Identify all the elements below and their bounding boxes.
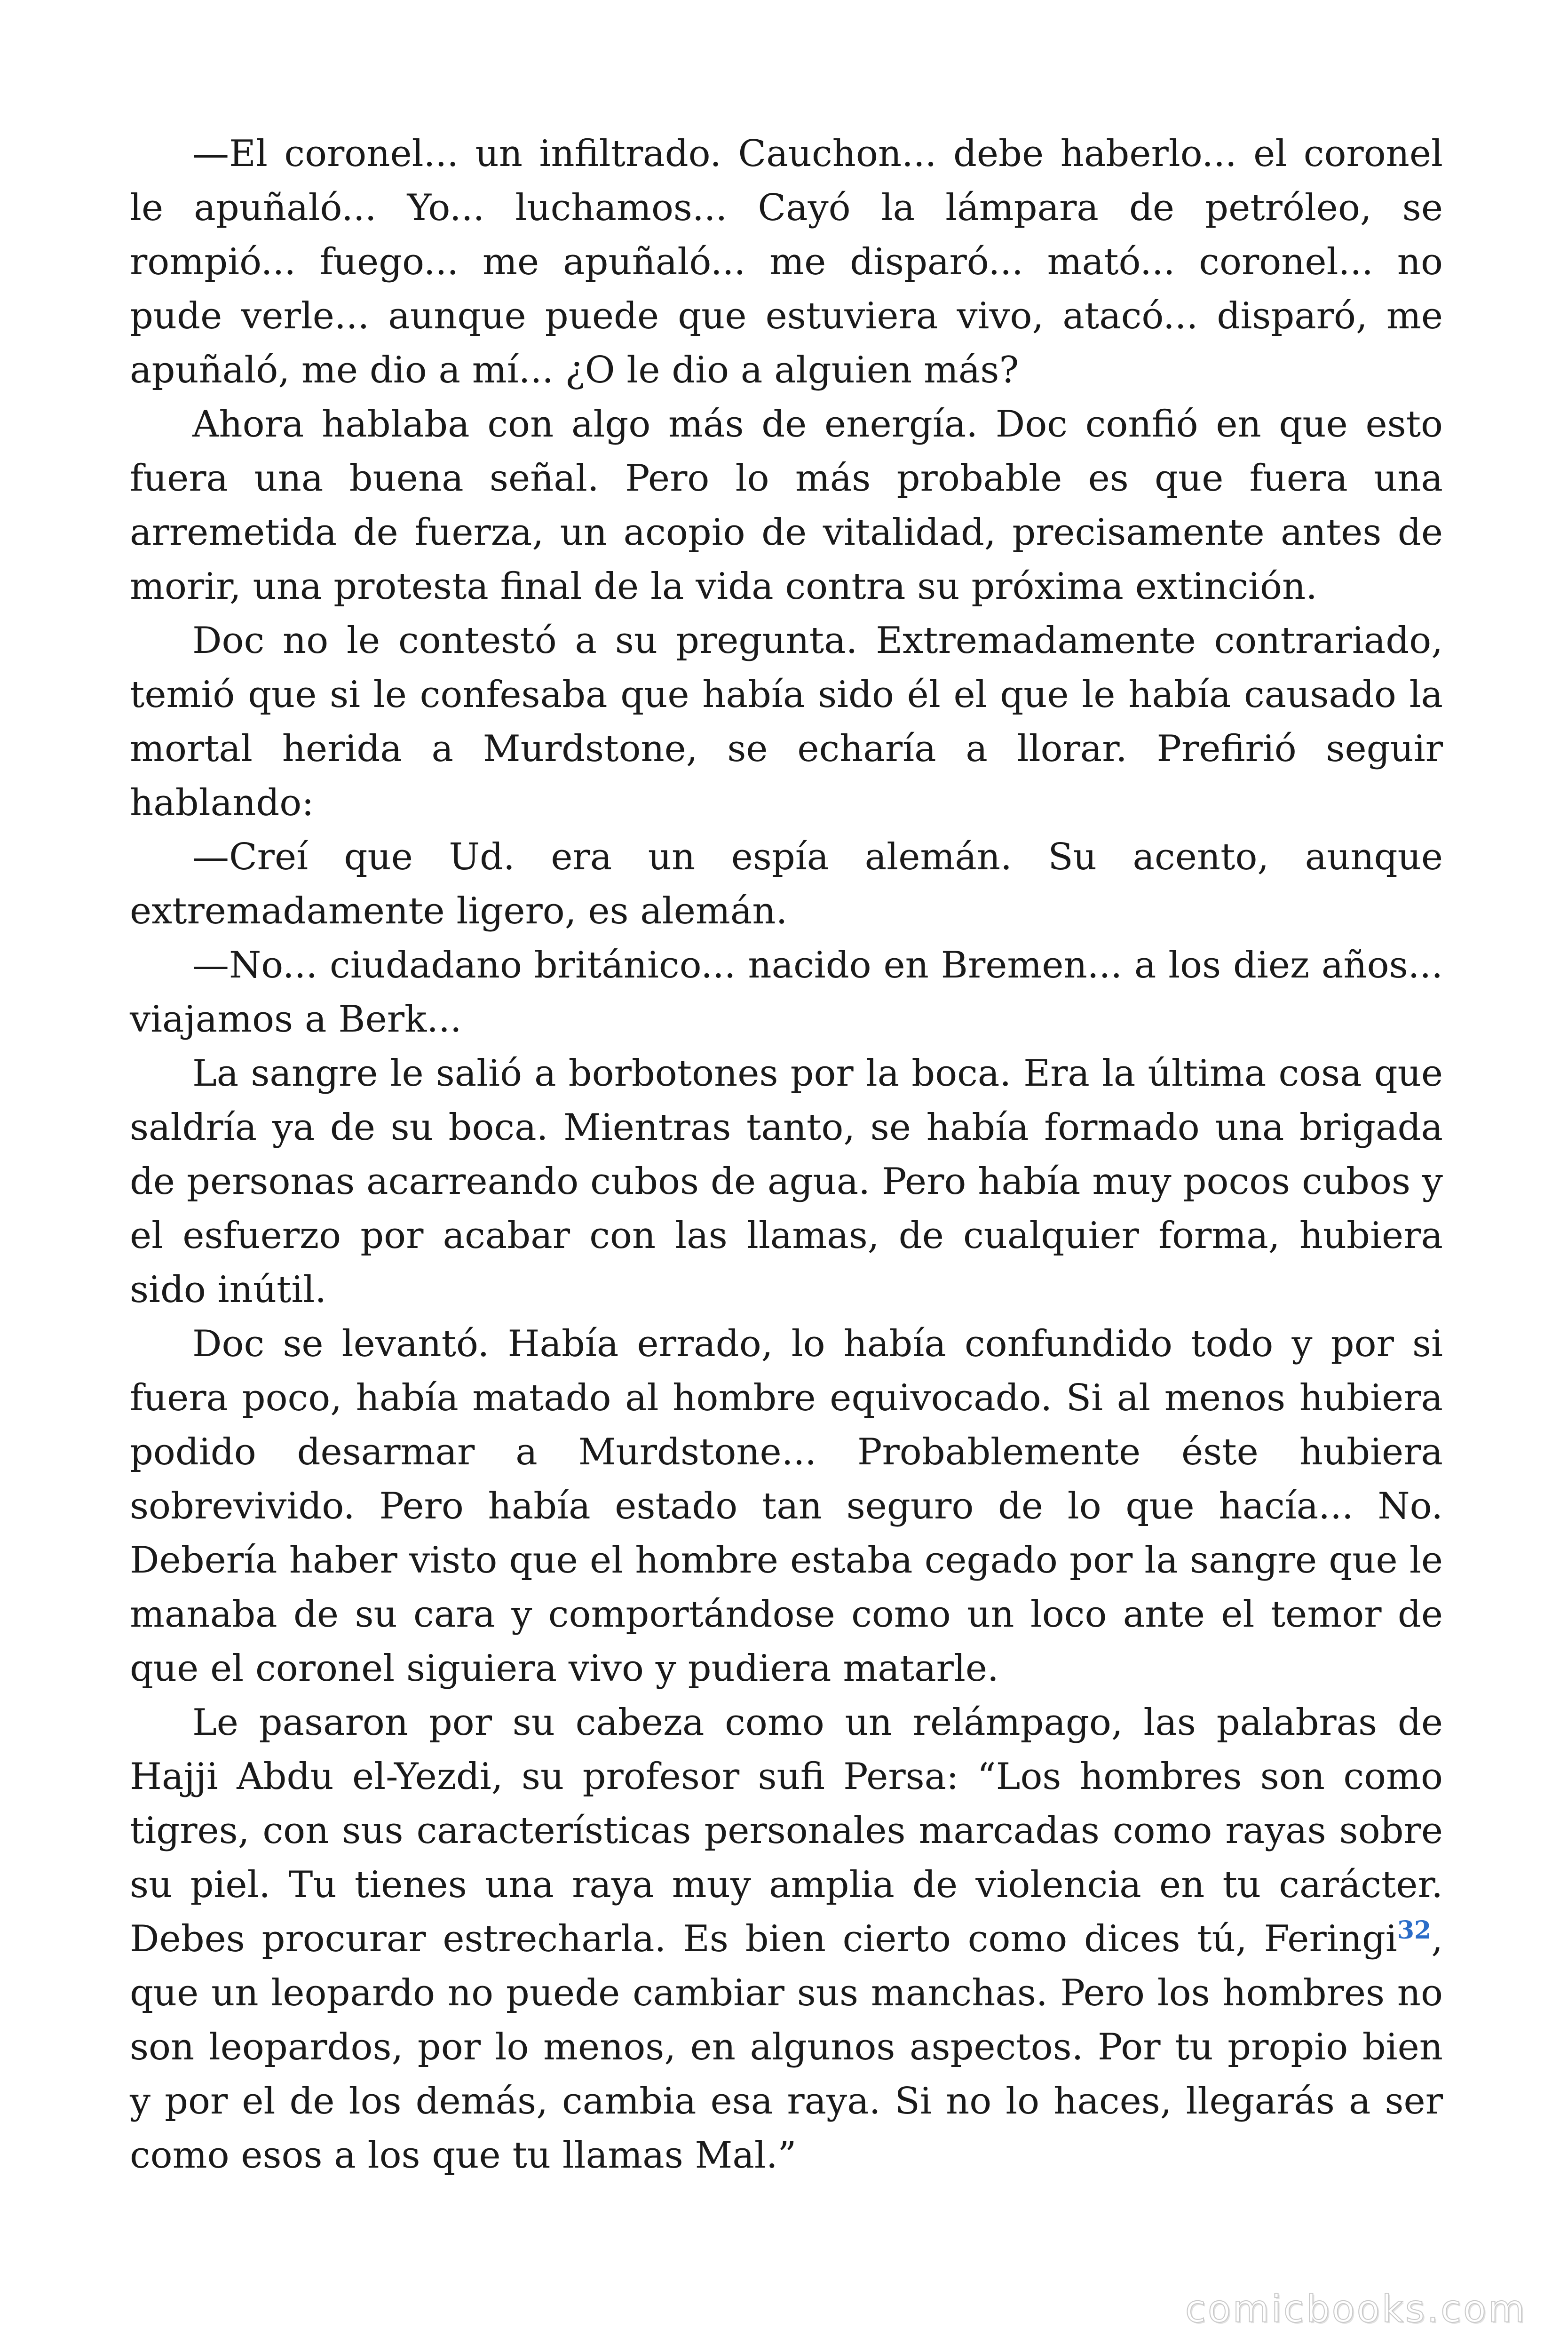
paragraph-8-text-before-note: Le pasaron por su cabeza como un relámpago, las palabras de Hajji Abdu el-Yezdi, su profesor sufi Persa: “Los hombres son como tigres, con sus características personales marcadas como rayas sobre su piel. Tu tienes una raya muy amplia de violencia en tu carácter. Debes procurar estrecharla. Es bien cierto como dices tú, Feringi [130,1701,1443,1960]
watermark: comicbooks.com [1185,2287,1527,2331]
footnote-link-32[interactable]: 32 [1397,1916,1432,1945]
paragraph-8 [130,1696,1443,2183]
paragraph-1: —El coronel... un infiltrado. Cauchon... debe haberlo... el coronel le apuñaló... Yo... luchamos... Cayó la lámpara de petróleo, se rompió... fuego... me apuñaló... me disparó... mató... coronel... no pude verle... aunque puede que estuviera vivo, atacó... disparó, me apuñaló, me dio a mí... ¿O le dio a alguien más? [130,133,1443,391]
paragraph-6: La sangre le salió a borbotones por la boca. Era la última cosa que saldría ya de su boca. Mientras tanto, se había formado una brigada de personas acarreando cubos de agua. Pero había muy pocos cubos y el esfuerzo por acabar con las llamas, de cualquier forma, hubiera sido inútil. [130,1052,1443,1311]
paragraph-2: Ahora hablaba con algo más de energía. Doc confió en que esto fuera una buena señal. Pero lo más probable es que fuera una arremetida de fuerza, un acopio de vitalidad, precisamente antes de morir, una protesta final de la vida contra su próxima extinción. [130,403,1443,608]
paragraph-4: —Creí que Ud. era un espía alemán. Su acento, aunque extremadamente ligero, es alemán. [130,836,1443,932]
paragraph-8-text-after-note: , que un leopardo no puede cambiar sus manchas. Pero los hombres no son leopardos, por lo menos, en algunos aspectos. Por tu propio bien y por el de los demás, cambia esa raya. Si no lo haces, llegarás a ser como esos a los que tu llamas Mal.” [130,1918,1443,2177]
paragraph-5: —No... ciudadano británico... nacido en Bremen... a los diez años... viajamos a Berk... [130,944,1443,1041]
paragraph-3: Doc no le contestó a su pregunta. Extremadamente contrariado, temió que si le confesaba que había sido él el que le había causado la mortal herida a Murdstone, se echaría a llorar. Prefirió seguir hablando: [130,620,1443,824]
page-body [130,127,1443,2183]
paragraph-7: Doc se levantó. Había errado, lo había confundido todo y por si fuera poco, había matado al hombre equivocado. Si al menos hubiera podido desarmar a Murdstone... Probablemente éste hubiera sobrevivido. Pero había estado tan seguro de lo que hacía... No. Debería haber visto que el hombre estaba cegado por la sangre que le manaba de su cara y comportándose como un loco ante el temor de que el coronel siguiera vivo y pudiera matarle. [130,1323,1443,1690]
